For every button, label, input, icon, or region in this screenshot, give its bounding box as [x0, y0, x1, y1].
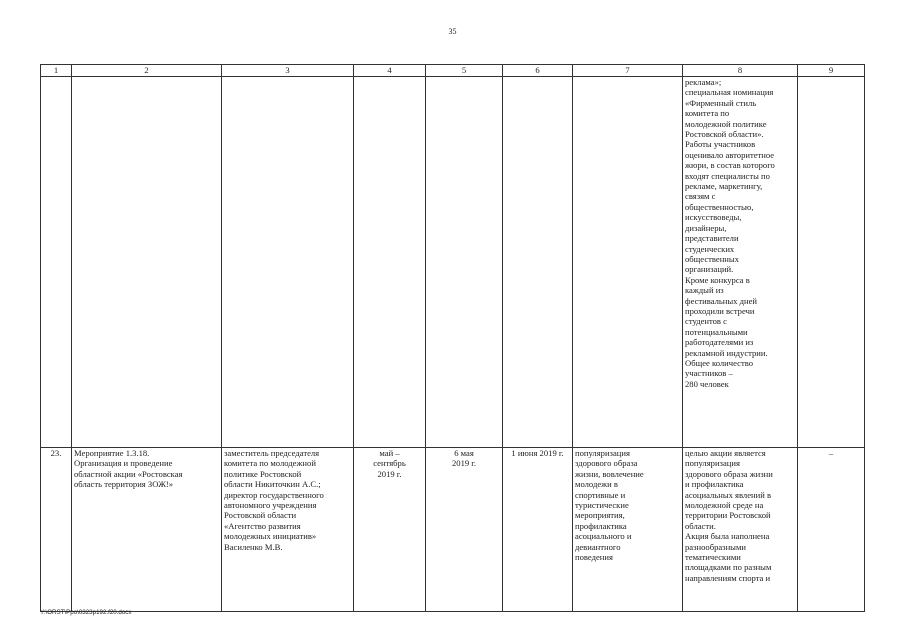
cell-notes — [798, 448, 865, 612]
cell-responsible — [222, 448, 354, 612]
end-date-text: 1 июня 2019 г. — [511, 448, 564, 458]
header-col-4: 4 — [354, 65, 426, 77]
footer-file-path: Y:\ORST\Ppo\0323p192.f20.docx — [40, 609, 132, 616]
cell-plan-period — [354, 448, 426, 612]
event-text: Мероприятие 1.3.18. Организация и проведение областной акции «Ростовская область территория ЗОЖ!» — [74, 448, 183, 490]
cell-actual-result-continued — [683, 77, 798, 448]
header-row — [41, 65, 865, 77]
header-col-3: 3 — [222, 65, 354, 77]
cell-empty — [798, 77, 865, 448]
actual-result-text: целью акции является популяризация здорового образа жизни и профилактика асоциальных явлений в молодежной среде на территории Ростовской области. Акция была наполнена разнообразными тематическими площадками по разным направлениям спорта и — [685, 448, 773, 583]
cell-empty — [72, 77, 222, 448]
cell-start-date — [426, 448, 503, 612]
table-row — [41, 448, 865, 612]
cell-planned-result — [573, 448, 683, 612]
header-col-9: 9 — [798, 65, 865, 77]
start-date-text: 6 мая 2019 г. — [451, 448, 477, 469]
planned-result-text: популяризация здорового образа жизни, вовлечение молодежи в спортивные и туристические мероприятия, профилактика асоциального и девиантного поведения — [575, 448, 644, 563]
plan-period-text: май – сентябрь 2019 г. — [373, 448, 406, 479]
cell-actual-result — [683, 448, 798, 612]
report-table — [40, 64, 865, 612]
cell-empty — [222, 77, 354, 448]
page-number: 35 — [448, 27, 457, 36]
actual-result-continued-text: реклама»; специальная номинация «Фирменный стиль комитета по молодежной политике Ростовской области». Работы участников оценивало авторитетное жюри, в состав которого входят специалисты по рекламе, маркетингу, связям с общественностью, искусствоведы, дизайнеры, представители студенческих общественных организаций. Кроме конкурса в каждый из фестивальных дней проходили встречи студентов с потенциальными работодателями из рекламной индустрии. Общее количество участников – 280 человек — [685, 77, 775, 389]
cell-end-date — [503, 448, 573, 612]
header-col-5: 5 — [426, 65, 503, 77]
cell-empty — [573, 77, 683, 448]
cell-empty — [426, 77, 503, 448]
cell-empty — [41, 77, 72, 448]
header-col-1: 1 — [41, 65, 72, 77]
table-row — [41, 77, 865, 448]
cell-empty — [354, 77, 426, 448]
header-col-6: 6 — [503, 65, 573, 77]
cell-empty — [503, 77, 573, 448]
notes-text: – — [828, 448, 834, 458]
cell-row-number — [41, 448, 72, 612]
cell-event — [72, 448, 222, 612]
header-col-2: 2 — [72, 65, 222, 77]
header-col-7: 7 — [573, 65, 683, 77]
responsible-text: заместитель председателя комитета по молодежной политике Ростовской области Никиточкин А.С.; директор государственного автономного учреждения Ростовской области «Агентство развития молодежных инициатив» Василенко М.В. — [224, 448, 324, 552]
header-col-8: 8 — [683, 65, 798, 77]
row-number: 23. — [50, 448, 62, 458]
